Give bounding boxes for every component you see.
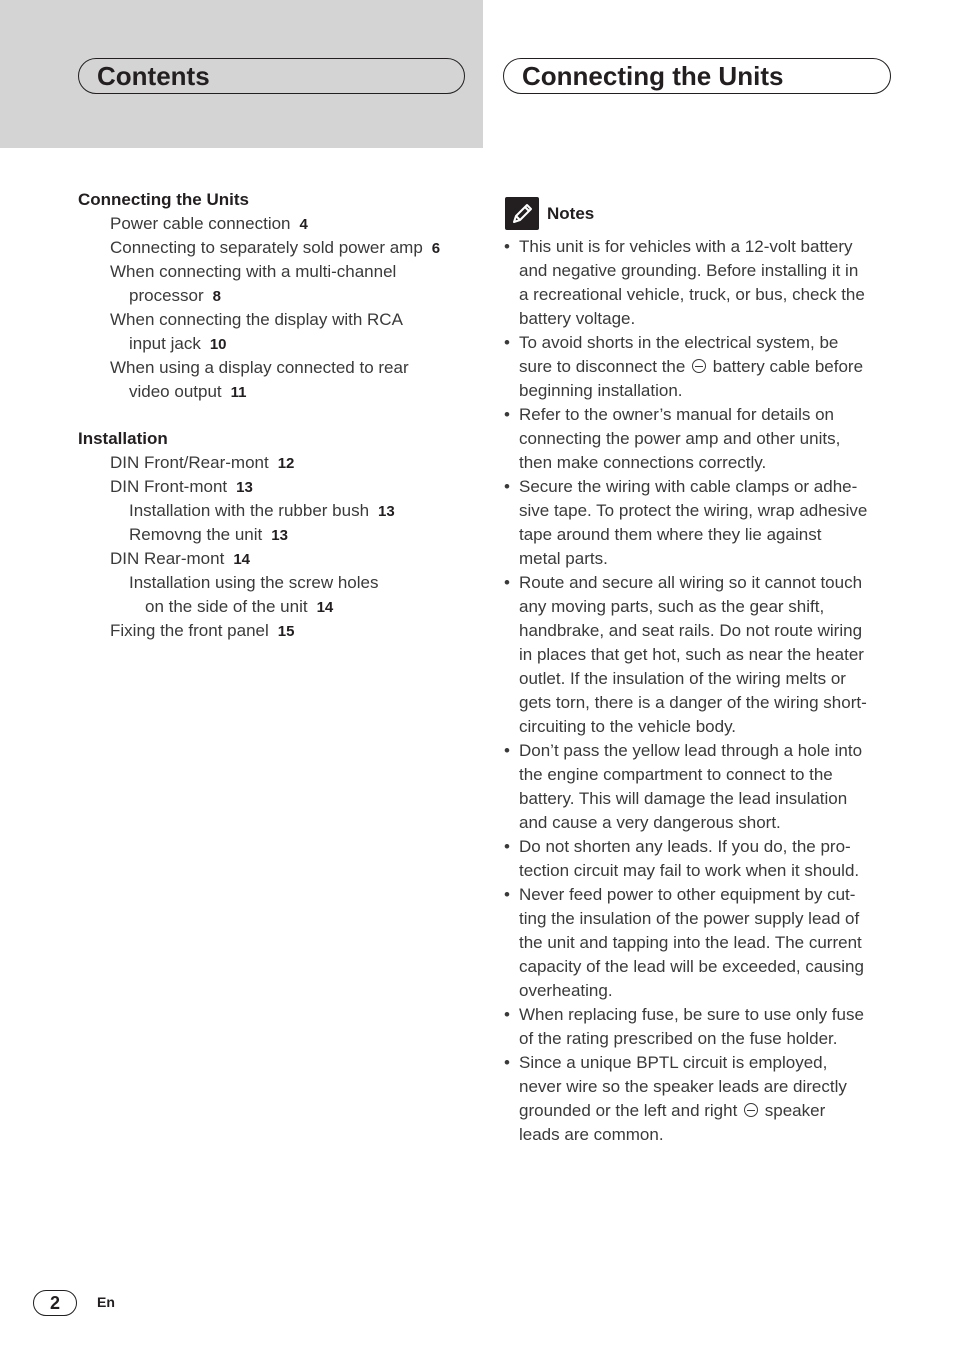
toc-section-heading: Installation [78, 429, 168, 448]
note-line: Secure the wiring with cable clamps or adhe- [519, 477, 858, 496]
toc-entry[interactable] [78, 380, 478, 404]
toc-page-number: 6 [431, 240, 441, 257]
toc-page-number: 8 [212, 288, 221, 305]
note-line: the engine compartment to connect to the [519, 765, 833, 784]
note-line: ting the insulation of the power supply lead of [519, 909, 860, 928]
toc-page-number: 11 [230, 384, 247, 401]
table-of-contents [78, 188, 478, 643]
note-item [504, 1051, 894, 1147]
note-line: leads are common. [519, 1125, 664, 1144]
note-line: To avoid shorts in the electrical system, be [519, 333, 839, 352]
toc-entry[interactable] [78, 451, 478, 475]
toc-page-number: 12 [277, 455, 295, 472]
toc-page-number: 13 [271, 527, 288, 544]
bullet-icon: • [504, 1005, 510, 1024]
note-line: tection circuit may fail to work when it should. [519, 861, 860, 880]
toc-entry[interactable] [78, 547, 478, 571]
note-item [504, 883, 894, 1003]
note-line: beginning installation. [519, 381, 683, 400]
notes-header [505, 197, 594, 230]
toc-entry-text: DIN Rear-mont [110, 549, 225, 568]
section-title: Connecting the Units [503, 58, 891, 94]
note-item [504, 235, 894, 331]
note-line: of the rating prescribed on the fuse holder. [519, 1029, 838, 1048]
bullet-icon: • [504, 405, 510, 424]
note-text [519, 883, 894, 1003]
toc-entry-text: When using a display connected to rear [110, 358, 409, 377]
negative-terminal-icon [744, 1103, 758, 1117]
toc-entry[interactable] [78, 356, 478, 380]
note-line: then make connections correctly. [519, 453, 767, 472]
notes-heading: Notes [547, 203, 595, 223]
note-line: any moving parts, such as the gear shift, [519, 597, 825, 616]
toc-entry-text: on the side of the unit [145, 597, 308, 616]
toc-entry-text: processor [129, 286, 204, 305]
bullet-icon: • [504, 477, 510, 496]
bullet-icon: • [504, 837, 510, 856]
note-line: battery voltage. [519, 309, 636, 328]
toc-page-number: 13 [236, 479, 253, 496]
pencil-icon [505, 197, 539, 230]
toc-entry-text: DIN Front-mont [110, 477, 228, 496]
note-line: Do not shorten any leads. If you do, the pro- [519, 837, 851, 856]
bullet-icon: • [504, 333, 510, 352]
note-text [519, 1051, 894, 1147]
toc-entry-text: DIN Front/Rear-mont [110, 453, 269, 472]
note-item [504, 331, 894, 403]
negative-terminal-icon [692, 359, 706, 373]
note-line: sive tape. To protect the wiring, wrap adhesive [519, 501, 868, 520]
note-line: and negative grounding. Before installing it in [519, 261, 859, 280]
note-text [519, 403, 894, 475]
note-item [504, 835, 894, 883]
note-item [504, 571, 894, 739]
toc-gap [78, 404, 478, 427]
note-line: circuiting to the vehicle body. [519, 717, 737, 736]
note-item [504, 403, 894, 475]
toc-entry-text: input jack [129, 334, 201, 353]
bullet-icon: • [504, 1053, 510, 1072]
toc-entry[interactable] [78, 308, 478, 332]
toc-section-heading: Connecting the Units [78, 190, 249, 209]
toc-entry[interactable] [78, 523, 478, 547]
note-line: Refer to the owner’s manual for details on [519, 405, 834, 424]
toc-entry[interactable] [78, 260, 478, 284]
note-line: This unit is for vehicles with a 12-volt battery [519, 237, 853, 256]
toc-entry[interactable] [78, 284, 478, 308]
note-line: capacity of the lead will be exceeded, causing [519, 957, 864, 976]
note-line: sure to disconnect the battery cable before [519, 357, 864, 376]
toc-entry[interactable] [78, 499, 478, 523]
toc-page-number: 15 [277, 623, 295, 640]
note-text [519, 739, 894, 835]
note-line: the unit and tapping into the lead. The current [519, 933, 862, 952]
toc-entry-text: video output [129, 382, 222, 401]
note-line: grounded or the left and right speaker [519, 1101, 826, 1120]
note-line: metal parts. [519, 549, 608, 568]
toc-entry-text: Fixing the front panel [110, 621, 269, 640]
note-text [519, 235, 894, 331]
note-line: gets torn, there is a danger of the wiring short- [519, 693, 867, 712]
page-number: 2 [33, 1290, 77, 1316]
toc-page-number: 13 [378, 503, 395, 520]
note-text [519, 331, 894, 403]
bullet-icon: • [504, 573, 510, 592]
contents-title: Contents [78, 58, 465, 94]
note-line: Route and secure all wiring so it cannot touch [519, 573, 863, 592]
note-text [519, 1003, 894, 1051]
toc-entry-text: Connecting to separately sold power amp [110, 238, 423, 257]
toc-entry-text: Installation with the rubber bush [129, 501, 370, 520]
toc-entry[interactable] [78, 332, 478, 356]
toc-entry[interactable] [78, 212, 478, 236]
note-line: in places that get hot, such as near the heater [519, 645, 864, 664]
note-line: Don’t pass the yellow lead through a hole into [519, 741, 863, 760]
note-line: handbrake, and seat rails. Do not route wiring [519, 621, 863, 640]
note-item [504, 739, 894, 835]
note-text [519, 475, 894, 571]
toc-entry[interactable] [78, 475, 478, 499]
toc-page-number: 10 [209, 336, 227, 353]
toc-entry[interactable] [78, 571, 478, 595]
note-line: tape around them where they lie against [519, 525, 822, 544]
language-label: En [97, 1294, 115, 1310]
toc-entry-text: Power cable connection [110, 214, 291, 233]
toc-entry[interactable] [78, 595, 478, 619]
note-line: outlet. If the insulation of the wiring melts or [519, 669, 846, 688]
note-text [519, 571, 894, 739]
note-line: a recreational vehicle, truck, or bus, check the [519, 285, 865, 304]
note-line: battery. This will damage the lead insulation [519, 789, 848, 808]
bullet-icon: • [504, 741, 510, 760]
note-line: Never feed power to other equipment by cut- [519, 885, 856, 904]
note-line: and cause a very dangerous short. [519, 813, 781, 832]
toc-page-number: 4 [299, 216, 308, 233]
note-item [504, 475, 894, 571]
note-line: never wire so the speaker leads are directly [519, 1077, 847, 1096]
note-text [519, 835, 894, 883]
note-line: overheating. [519, 981, 613, 1000]
toc-entry-text: Removng the unit [129, 525, 263, 544]
note-line: Since a unique BPTL circuit is employed, [519, 1053, 828, 1072]
toc-entry[interactable] [78, 236, 478, 260]
bullet-icon: • [504, 237, 510, 256]
toc-entry[interactable] [78, 619, 478, 643]
toc-entry-text: When connecting the display with RCA [110, 310, 403, 329]
toc-page-number: 14 [233, 551, 250, 568]
toc-page-number: 14 [316, 599, 334, 616]
bullet-icon: • [504, 885, 510, 904]
toc-entry-text: Installation using the screw holes [129, 573, 379, 592]
toc-entry-text: When connecting with a multi-channel [110, 262, 397, 281]
notes-list [504, 235, 894, 1147]
note-item [504, 1003, 894, 1051]
note-line: connecting the power amp and other units, [519, 429, 841, 448]
note-line: When replacing fuse, be sure to use only fuse [519, 1005, 864, 1024]
